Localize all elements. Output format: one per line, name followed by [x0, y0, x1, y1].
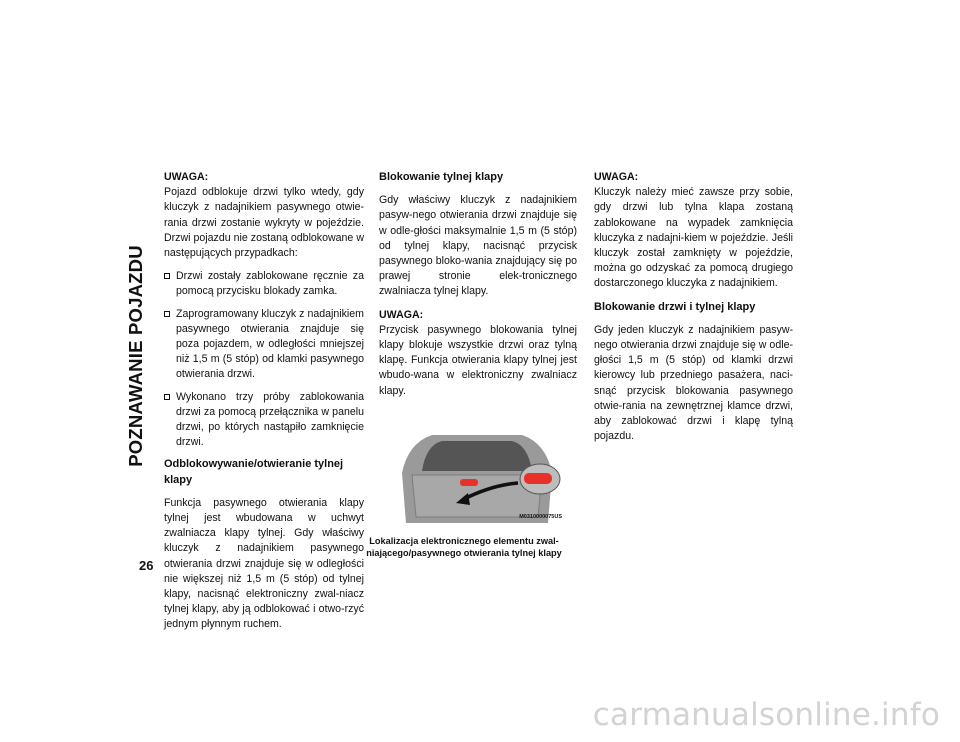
- column-2: [366, 170, 577, 560]
- section-heading: Blokowanie drzwi i tylnej klapy: [594, 300, 756, 313]
- note-text: Pojazd odblokuje drzwi tylko wtedy, gdy kluczyk z nadajnikiem pasywnego otwie-rania drzwi zostanie wykryty w pojeździe. Drzwi pojazdu nie zostaną odblokowane w następujących przypadkach:: [164, 186, 364, 260]
- checkbox-square-icon: [164, 273, 170, 279]
- list-item: Wykonano trzy próby zablokowania drzwi za pomocą przełącznika w panelu drzwi, po których nastąpiło zamknięcie drzwi.: [164, 390, 364, 451]
- body-paragraph: Gdy jeden kluczyk z nadajnikiem pasyw-nego otwierania drzwi znajduje się w odle-głości 1,5 m (5 stóp) od klamki drzwi kierowcy lub przedniego pasażera, naci-snąć przycisk blokowania pasywnego otwie-rania na zewnętrznej klamce drzwi, aby zablokować drzwi i klapę tylną pojazdu.: [594, 323, 793, 443]
- list-item: Drzwi zostały zablokowane ręcznie za pomocą przycisku blokady zamka.: [164, 269, 364, 299]
- bullet-list: [164, 269, 364, 450]
- figure-caption: Lokalizacja elektronicznego elementu zwal-niającego/pasywnego otwierania tylnej klapy: [366, 535, 562, 559]
- note-text: Przycisk pasywnego blokowania tylnej klapy blokuje wszystkie drzwi oraz tylną klapę. Funkcja otwierania klapy tylnej jest wbudo-wana w elektroniczny zwalniacz klapy.: [379, 323, 577, 397]
- checkbox-square-icon: [164, 394, 170, 400]
- note-title: UWAGA:: [379, 308, 424, 321]
- section-heading: Odblokowywanie/otwieranie tylnej klapy: [164, 458, 344, 486]
- figure-code: M0310000075US: [519, 513, 562, 520]
- page-number: 26: [139, 558, 154, 573]
- section-heading: Blokowanie tylnej klapy: [379, 171, 504, 183]
- car-rear-illustration: [392, 413, 562, 523]
- column-3: [594, 170, 793, 452]
- tailgate-figure: [392, 413, 562, 533]
- note-title: UWAGA:: [164, 171, 209, 183]
- note-text: Kluczyk należy mieć zawsze przy sobie, gdy drzwi lub tylna klapa zostaną zablokowane na wypadek zamknięcia kluczyka z nadajni-kiem w pojeździe. Jeśli kluczyk został zamknięty w pojeździe, można go odzyskać za pomocą drugiego dostarczonego kluczyka z nadajnikiem.: [594, 186, 793, 290]
- body-paragraph: Gdy właściwy kluczyk z nadajnikiem pasyw-nego otwierania drzwi znajduje się w odle-głości maksymalnie 1,5 m (5 stóp) od tylnej klapy, nacisnąć przycisk pasywnego bloko-wania znajdujący się po prawej stronie elek-tronicznego zwalniacza tylnej klapy.: [379, 194, 577, 298]
- checkbox-square-icon: [164, 311, 170, 317]
- body-paragraph: Funkcja pasywnego otwierania klapy tylnej jest wbudowana w uchwyt zwalniacza klapy tylnej. Gdy właściwy kluczyk z nadajnikiem pasywnego otwierania drzwi znajduje się w odległości nie większej niż 1,5 m (5 stóp) od tylnej klapy, nacisnąć elektroniczny zwal-niacz tylnej klapy, aby ją odblokować i otwo-rzyć jednym płynnym ruchem.: [164, 496, 364, 631]
- note-title: UWAGA:: [594, 171, 639, 183]
- column-1: [164, 170, 364, 641]
- section-title-vertical: POZNAWANIE POJAZDU: [125, 245, 146, 467]
- watermark-logo: carmanualsonline.info: [592, 697, 940, 733]
- list-item: Zaprogramowany kluczyk z nadajnikiem pasywnego otwierania znajduje się poza pojazdem, w odległości mniejszej niż 1,5 m (5 stóp) od klamki pasywnego otwierania drzwi.: [164, 307, 364, 383]
